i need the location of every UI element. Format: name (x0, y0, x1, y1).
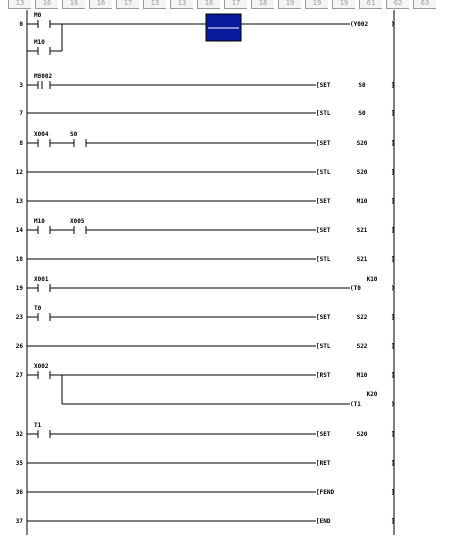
ruler-cell: 13 (170, 0, 193, 9)
timer-constant: K10 (366, 276, 378, 283)
instruction-operand: S21 (356, 227, 368, 234)
step-number: 18 (15, 256, 23, 263)
step-number: 13 (15, 198, 23, 205)
step-number: 36 (15, 489, 23, 496)
instruction-mnemonic: (T1 (350, 401, 361, 408)
instruction-end-bracket: ] (391, 518, 395, 525)
instruction-mnemonic: [STL (316, 110, 331, 117)
instruction-operand: M10 (356, 372, 368, 379)
ruler-cell: 16 (197, 0, 220, 9)
contact-label: M10 (34, 39, 45, 46)
ruler-cell: 19 (305, 0, 328, 9)
instruction-end-bracket: ] (391, 198, 395, 205)
contact-label: M0 (34, 12, 42, 19)
step-number: 14 (15, 227, 23, 234)
contact-label: T1 (34, 422, 42, 429)
instruction-mnemonic: [SET (316, 82, 331, 89)
instruction-end-bracket: ] (391, 489, 395, 496)
instruction-end-bracket: ] (391, 460, 395, 467)
instruction-end-bracket: ) (391, 21, 395, 28)
ruler-cell: 16 (89, 0, 112, 9)
instruction-mnemonic: (Y002 (350, 21, 369, 28)
ruler-cell: 16 (35, 0, 58, 9)
ruler-cell: 13 (8, 0, 31, 9)
instruction-operand: S20 (356, 431, 368, 438)
instruction-end-bracket: ] (391, 256, 395, 263)
ruler-cell: 17 (224, 0, 247, 9)
instruction-operand: S20 (356, 169, 368, 176)
step-number: 7 (19, 110, 23, 117)
instruction-operand: S20 (356, 140, 368, 147)
instruction-mnemonic: [FEND (316, 489, 335, 496)
ruler-cell: 63 (413, 0, 436, 9)
ruler-cell: 19 (278, 0, 301, 9)
instruction-operand: S0 (358, 110, 366, 117)
instruction-end-bracket: ) (391, 401, 395, 408)
contact-label: X004 (34, 131, 49, 138)
contact-label: S0 (70, 131, 78, 138)
instruction-mnemonic: [SET (316, 140, 331, 147)
step-number: 26 (15, 343, 23, 350)
instruction-mnemonic: [SET (316, 227, 331, 234)
instruction-end-bracket: ] (391, 343, 395, 350)
instruction-end-bracket: ) (391, 285, 395, 292)
instruction-end-bracket: ] (391, 169, 395, 176)
instruction-operand: M10 (356, 198, 368, 205)
step-number: 0 (19, 21, 23, 28)
instruction-end-bracket: ] (391, 227, 395, 234)
instruction-mnemonic: [SET (316, 431, 331, 438)
instruction-end-bracket: ] (391, 372, 395, 379)
contact-label: X001 (34, 276, 49, 283)
instruction-mnemonic: [STL (316, 169, 331, 176)
step-number: 19 (15, 285, 23, 292)
instruction-mnemonic: [SET (316, 314, 331, 321)
instruction-mnemonic: [RST (316, 372, 331, 379)
contact-label: T0 (34, 305, 42, 312)
instruction-operand: S22 (356, 343, 368, 350)
step-number: 35 (15, 460, 23, 467)
instruction-end-bracket: ] (391, 431, 395, 438)
step-number: 37 (15, 518, 23, 525)
ruler-cell: 61 (359, 0, 382, 9)
instruction-end-bracket: ] (391, 110, 395, 117)
step-number: 8 (19, 140, 23, 147)
contact-label: X005 (70, 218, 85, 225)
instruction-mnemonic: [STL (316, 343, 331, 350)
ruler-cell: 16 (62, 0, 85, 9)
contact-label: X002 (34, 363, 49, 370)
contact-label: M10 (34, 218, 45, 225)
contact-label: M8002 (34, 73, 53, 80)
instruction-mnemonic: (T0 (350, 285, 361, 292)
instruction-mnemonic: [STL (316, 256, 331, 263)
instruction-mnemonic: [END (316, 518, 331, 525)
step-number: 27 (15, 372, 23, 379)
step-number: 32 (15, 431, 23, 438)
ruler-cell: 13 (143, 0, 166, 9)
timer-constant: K20 (366, 391, 378, 398)
step-number: 23 (15, 314, 23, 321)
ruler-cell: 19 (332, 0, 355, 9)
instruction-operand: S22 (356, 314, 368, 321)
ruler-cell: 17 (116, 0, 139, 9)
step-number: 12 (15, 169, 23, 176)
step-number: 3 (19, 82, 23, 89)
instruction-end-bracket: ] (391, 140, 395, 147)
instruction-mnemonic: [SET (316, 198, 331, 205)
instruction-end-bracket: ] (391, 82, 395, 89)
instruction-end-bracket: ] (391, 314, 395, 321)
ruler-cell: 18 (251, 0, 274, 9)
instruction-operand: S21 (356, 256, 368, 263)
instruction-mnemonic: [RET (316, 460, 331, 467)
instruction-operand: S0 (358, 82, 366, 89)
ruler-cell: 62 (386, 0, 409, 9)
